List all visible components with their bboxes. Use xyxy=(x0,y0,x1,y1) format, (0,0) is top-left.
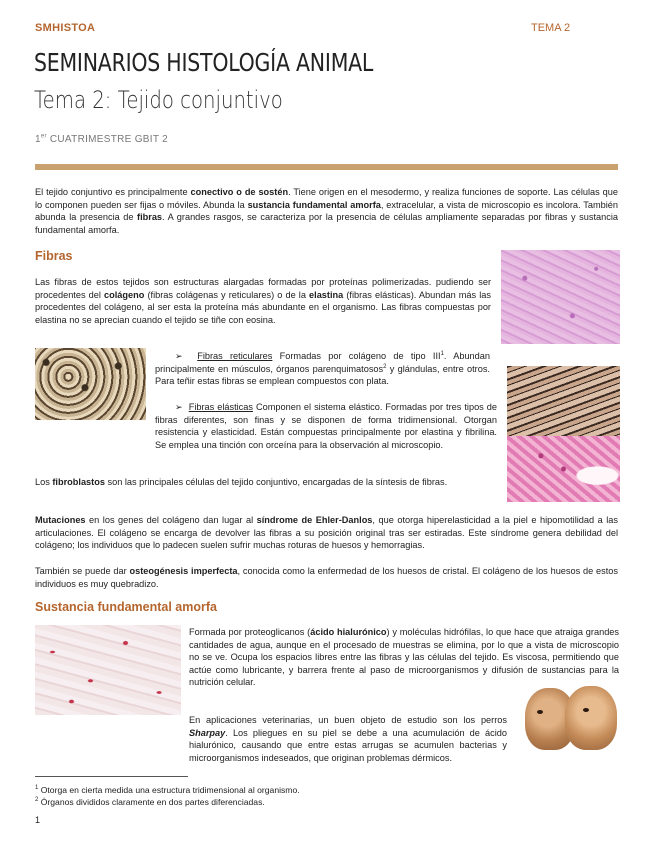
header-topic: TEMA 2 xyxy=(531,22,571,34)
footnote-divider xyxy=(35,776,188,777)
bullet-fibras-reticulares: ➢ Fibras reticulares Formadas por colágeno de tipo III$^1$. Abundan principalmente en músculos, órganos parenquimatosos$^2$ y glándulas, entre otros. Para teñir estas fibras se emplean compuestos con plata. xyxy=(155,350,490,387)
fibroblastos-paragraph: Los fibroblastos son las principales células del tejido conjuntivo, encargadas de la síntesis de fibras. xyxy=(35,477,448,487)
bullet-fibras-elasticas: ➢ Fibras elásticas Componen el sistema elástico. Formadas por tres tipos de fibras diferentes, son finas y se disponen de forma tridimensional. Otorgan resistencia y elasticidad. Están compuestas principalmente por elastina y fibrilina. Se emplea una tinción con orceína para la observación al microscopio. xyxy=(155,402,497,450)
document-subtitle: Tema 2: Tejido conjuntivo xyxy=(34,86,283,114)
title-divider xyxy=(35,164,618,170)
header-course-code: SMHISTOA xyxy=(35,22,96,34)
section-heading-sustancia: Sustancia fundamental amorfa xyxy=(35,600,217,614)
sharpay-paragraph: En aplicaciones veterinarias, un buen objeto de estudio son los perros Sharpay. Los pliegues en su piel se debe a una acumulación de ácido hialurónico, causando que entre estas arrugas se acumulen bacterias y microorganismos indeseados, que originan problemas dérmicos. xyxy=(189,715,507,763)
sharpay-dog-image xyxy=(517,680,621,756)
intro-paragraph: El tejido conjuntivo es principalmente conectivo o de sostén. Tiene origen en el mesodermo, y realiza funciones de soporte. Las células que lo componen pueden ser fijas o móviles. Abunda la sustancia fundamental amorfa, extracelular, a vista de microscopio es incolora. También abunda la presencia de fibras. A grandes rasgos, se caracteriza por la presencia de células ampliamente separadas por fibras y sustancia fundamental amorfa. xyxy=(35,187,618,235)
cartilage-elastic-image xyxy=(507,436,620,502)
document-title: SEMINARIOS HISTOLOGÍA ANIMAL xyxy=(34,48,374,77)
mutaciones-paragraph: Mutaciones en los genes del colágeno dan lugar al síndrome de Ehler-Danlos, que otorga hiperelasticidad a la piel e hipomotilidad a las articulaciones. El colágeno se encarga de devolver las fibras a su posición original tras ser estiradas. Este síndrome genera debilidad del colágeno; los individuos que lo padecen suelen sufrir muchas roturas de huesos y hemorragias. xyxy=(35,515,618,551)
section-heading-fibras: Fibras xyxy=(35,249,73,263)
fibras-paragraph: Las fibras de estos tejidos son estructuras alargadas formadas por proteínas polimerizadas. pudiendo ser procedentes del colágeno (fibras colágenas y reticulares) o de la elastina (fibras elásticas). Abundan más las procedentes del colágeno, al ser esta la proteína más abundante en el organismo. Las fibras compuestas por elastina no se aprecian cuando el tejido se tiñe con eosina. xyxy=(35,277,491,325)
page-number: 1 xyxy=(35,815,41,825)
sustancia-paragraph: Formada por proteoglicanos (ácido hialurónico) y moléculas hidrófilas, lo que hace que atraiga grandes cantidades de agua, aunque en el procesado de muestras se elimina, por lo que a vista de microscopio no se ve. Ocupa los espacios libres entre las fibras y las células del tejido. Es viscosa, permitiendo que actúe como lubricante, y barrera frente al paso de microorganismos y difusión de sustancias para la nutrición celular. xyxy=(189,627,620,688)
osteogenesis-paragraph: También se puede dar osteogénesis imperfecta, conocida como la enfermedad de los huesos de cristal. El colágeno de los huesos de estos individuos es muy quebradizo. xyxy=(35,566,619,589)
footnote-2: $^2$ Órganos divididos claramente en dos partes diferenciadas. xyxy=(35,797,265,807)
semester-info: 1er CUATRIMESTRE GBIT 2 xyxy=(35,133,169,145)
elastic-fibers-image xyxy=(507,366,620,436)
amorphous-substance-image xyxy=(35,625,181,715)
footnote-1: $^1$ Otorga en cierta medida una estructura tridimensional al organismo. xyxy=(35,785,300,795)
histology-collagen-image xyxy=(501,250,620,344)
